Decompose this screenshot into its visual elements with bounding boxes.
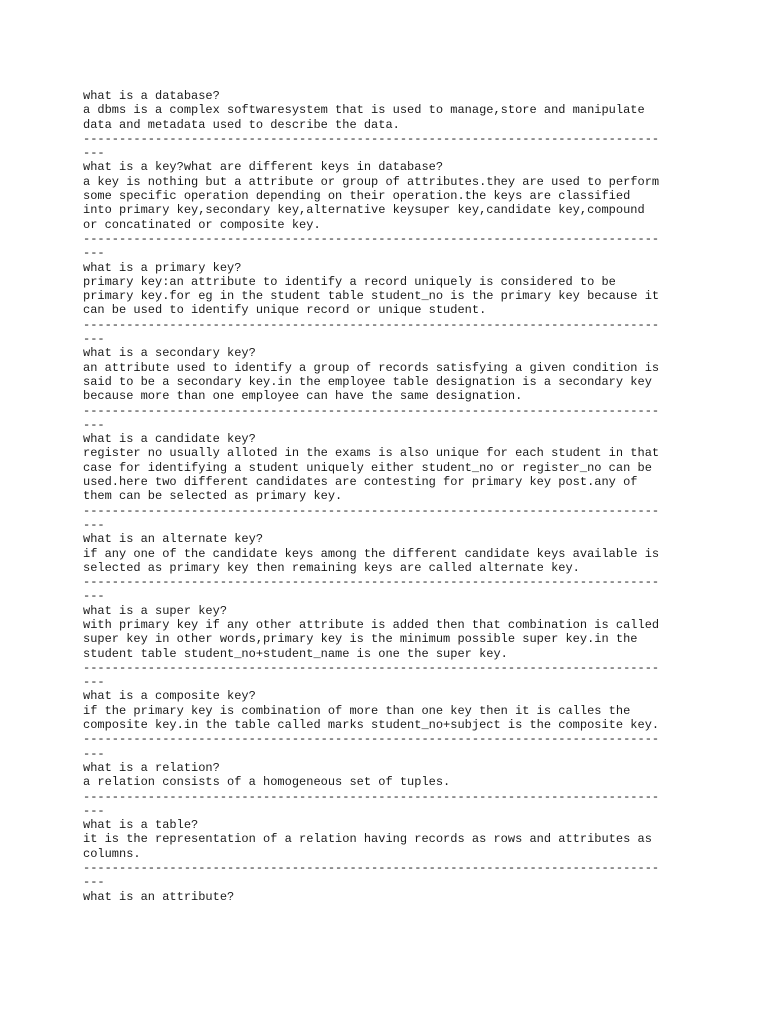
separator-line-tail: ---: [83, 589, 105, 604]
separator-line-tail: ---: [83, 675, 105, 690]
separator-line: --------------------------------------------------------------------------------: [83, 503, 660, 518]
qa-section: [83, 604, 693, 690]
answer-line: because more than one employee can have the same designation.: [83, 389, 523, 404]
question-heading: what is a composite key?: [83, 689, 256, 704]
answer-line: an attribute used to identify a group of records satisfying a given condition is: [83, 360, 660, 375]
answer-line: with primary key if any other attribute is added then that combination is called: [83, 617, 660, 632]
qa-section: [83, 261, 693, 347]
answer-line: some specific operation depending on their operation.the keys are classified: [83, 189, 631, 204]
answer-line: columns.: [83, 846, 141, 861]
answer-line: primary key.for eg in the student table student_no is the primary key because it: [83, 289, 660, 304]
separator-line: --------------------------------------------------------------------------------: [83, 789, 660, 804]
separator-line-tail: ---: [83, 517, 105, 532]
answer-line: if the primary key is combination of more than one key then it is calles the: [83, 703, 631, 718]
answer-line: case for identifying a student uniquely either student_no or register_no can be: [83, 460, 652, 475]
question-heading: what is a table?: [83, 818, 199, 833]
qa-section: [83, 818, 693, 889]
qa-section: [83, 89, 693, 160]
separator-line: --------------------------------------------------------------------------------: [83, 575, 660, 590]
separator-line: --------------------------------------------------------------------------------: [83, 231, 660, 246]
answer-line: if any one of the candidate keys among the different candidate keys available is: [83, 546, 660, 561]
question-heading: what is a key?what are different keys in database?: [83, 160, 444, 175]
answer-line: said to be a secondary key.in the employee table designation is a secondary key: [83, 374, 652, 389]
answer-line: composite key.in the table called marks student_no+subject is the composite key.: [83, 718, 660, 733]
answer-line: them can be selected as primary key.: [83, 489, 343, 504]
answer-line: or concatinated or composite key.: [83, 217, 321, 232]
separator-line-tail: ---: [83, 746, 105, 761]
separator-line: --------------------------------------------------------------------------------: [83, 861, 660, 876]
answer-line: it is the representation of a relation having records as rows and attributes as: [83, 832, 652, 847]
answer-line: register no usually alloted in the exams is also unique for each student in that: [83, 446, 660, 461]
question-heading: what is a candidate key?: [83, 432, 256, 447]
separator-line-tail: ---: [83, 803, 105, 818]
separator-line-tail: ---: [83, 417, 105, 432]
separator-line-tail: ---: [83, 875, 105, 890]
separator-line: --------------------------------------------------------------------------------: [83, 732, 660, 747]
question-heading: what is a secondary key?: [83, 346, 256, 361]
answer-line: used.here two different candidates are contesting for primary key post.any of: [83, 475, 638, 490]
document-page: [83, 89, 693, 904]
separator-line: --------------------------------------------------------------------------------: [83, 131, 660, 146]
question-heading: what is a primary key?: [83, 260, 242, 275]
question-heading: what is an alternate key?: [83, 532, 264, 547]
separator-line-tail: ---: [83, 246, 105, 261]
question-heading: what is an attribute?: [83, 889, 235, 904]
qa-section: [83, 432, 693, 532]
qa-section: [83, 160, 693, 260]
qa-section: [83, 689, 693, 760]
question-heading: what is a database?: [83, 89, 220, 103]
answer-line: super key in other words,primary key is the minimum possible super key.in the: [83, 632, 638, 647]
answer-line: a relation consists of a homogeneous set of tuples.: [83, 775, 451, 790]
separator-line: --------------------------------------------------------------------------------: [83, 403, 660, 418]
separator-line: --------------------------------------------------------------------------------: [83, 317, 660, 332]
qa-section: [83, 346, 693, 432]
separator-line-tail: ---: [83, 146, 105, 161]
question-heading: what is a relation?: [83, 760, 220, 775]
answer-line: data and metadata used to describe the data.: [83, 117, 400, 132]
answer-line: a key is nothing but a attribute or group of attributes.they are used to perform: [83, 174, 660, 189]
answer-line: primary key:an attribute to identify a record uniquely is considered to be: [83, 274, 616, 289]
question-heading: what is a super key?: [83, 603, 228, 618]
answer-line: student table student_no+student_name is one the super key.: [83, 646, 508, 661]
answer-line: can be used to identify unique record or unique student.: [83, 303, 487, 318]
separator-line: --------------------------------------------------------------------------------: [83, 660, 660, 675]
qa-section: [83, 532, 693, 603]
separator-line-tail: ---: [83, 332, 105, 347]
answer-line: into primary key,secondary key,alternative keysuper key,candidate key,compound: [83, 203, 645, 218]
qa-section: [83, 761, 693, 818]
answer-line: a dbms is a complex softwaresystem that is used to manage,store and manipulate: [83, 103, 645, 118]
answer-line: selected as primary key then remaining keys are called alternate key.: [83, 560, 580, 575]
